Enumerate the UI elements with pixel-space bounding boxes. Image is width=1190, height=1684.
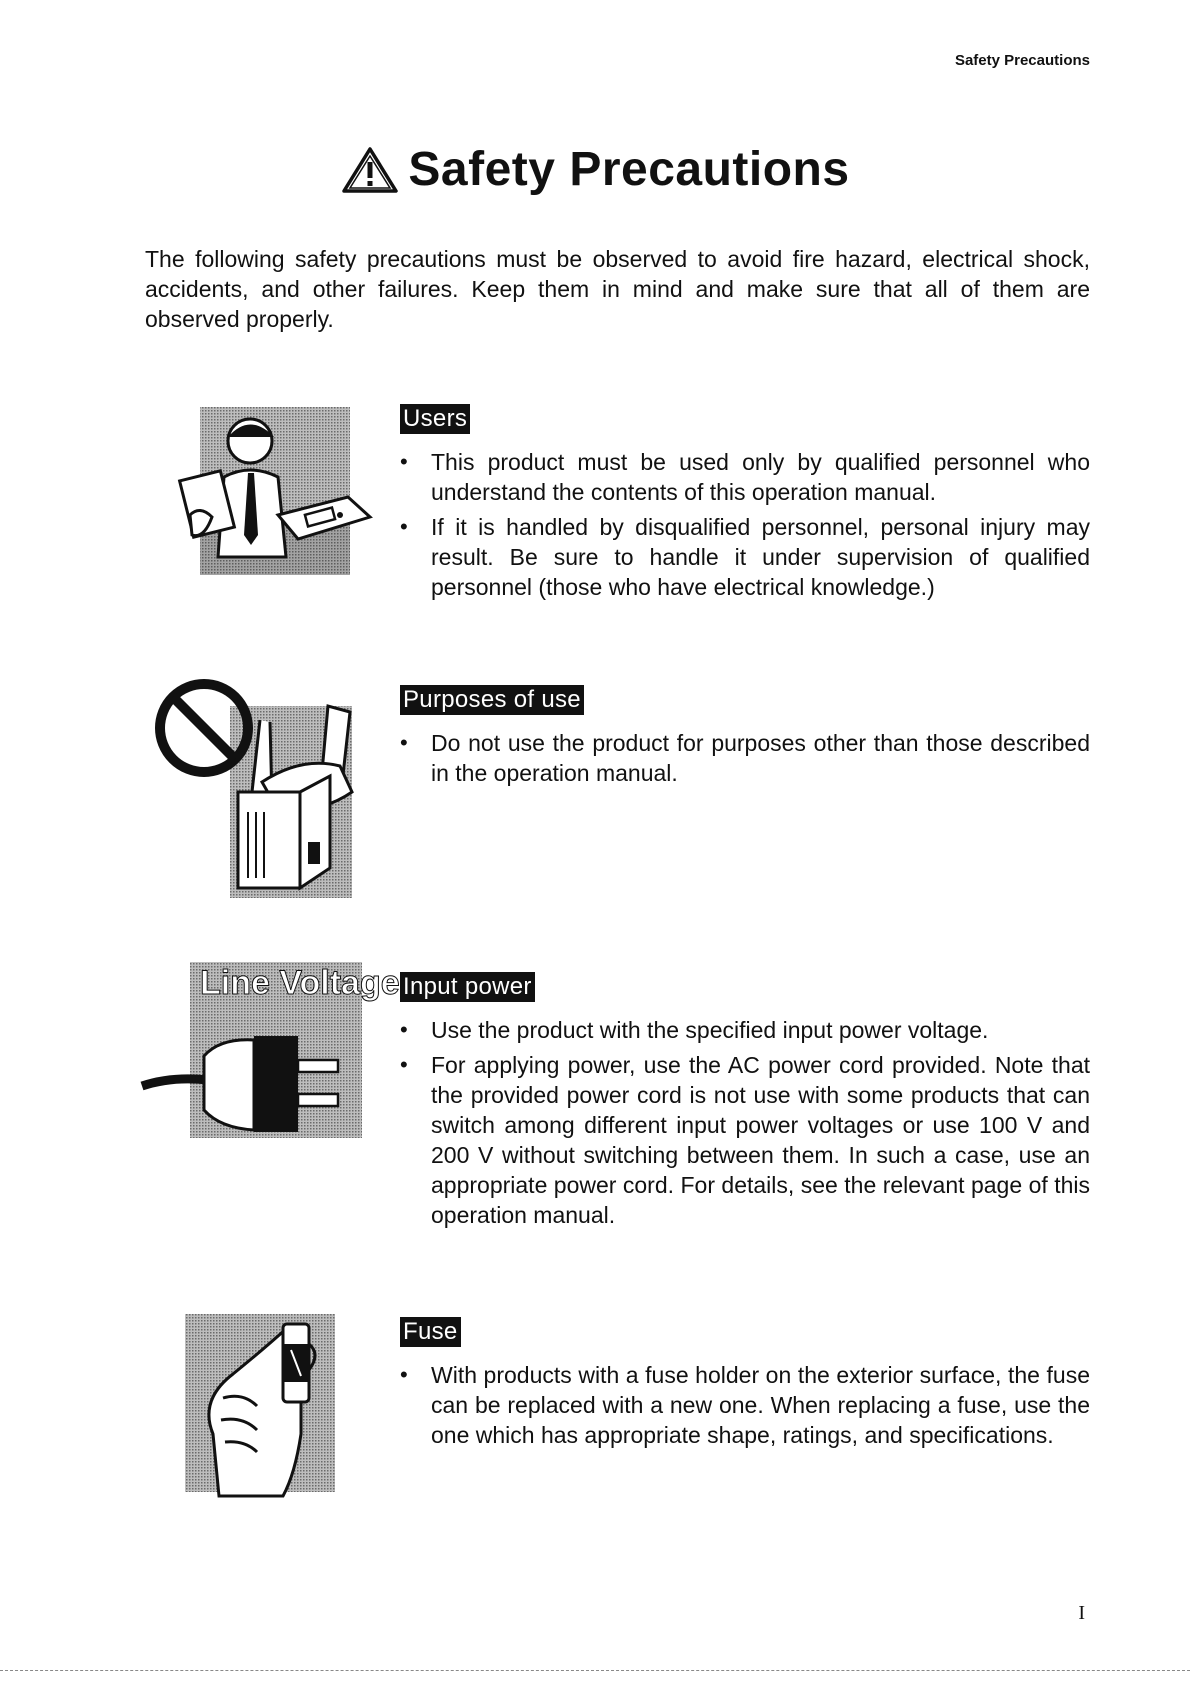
page-number: I bbox=[1078, 1602, 1085, 1624]
intro-paragraph: The following safety precautions must be observed to avoid fire hazard, electrical shock, accidents, and other failures. Keep them in mind and make sure that all of them are observed properly. bbox=[145, 246, 1090, 332]
footer-rule bbox=[0, 1670, 1190, 1671]
list-item: • Use the product with the specified input power voltage. bbox=[400, 1015, 1090, 1045]
list-item: • If it is handled by disqualified personnel, personal injury may result. Be sure to handle it under supervision of qualified personnel (those who have electrical knowledge.) bbox=[400, 512, 1090, 602]
section-heading: Users bbox=[400, 404, 470, 434]
page-title-text: Safety Precautions bbox=[408, 143, 850, 196]
bullet-list bbox=[400, 1015, 1090, 1235]
list-item: • This product must be used only by qualified personnel who understand the contents of this operation manual. bbox=[400, 447, 1090, 507]
line-voltage-plug-icon bbox=[142, 960, 400, 1140]
running-head: Safety Precautions bbox=[954, 52, 1090, 69]
bullet-list bbox=[400, 447, 1090, 607]
prohibited-use-icon bbox=[152, 672, 382, 904]
warning-triangle-icon bbox=[340, 145, 400, 195]
bullet-list bbox=[400, 728, 1090, 793]
section-heading: Input power bbox=[400, 972, 535, 1002]
list-item: • For applying power, use the AC power cord provided. Note that the provided power cord is not use with some products that can switch among different input power voltages or use 100 V and 200 V without switching between them. In such a case, use an appropriate power cord. For details, see the relevant page of this operation manual. bbox=[400, 1050, 1090, 1230]
hand-holding-fuse-icon bbox=[183, 1314, 343, 1496]
section-heading: Fuse bbox=[400, 1317, 461, 1347]
list-item: • With products with a fuse holder on the exterior surface, the fuse can be replaced with a new one. When replacing a fuse, use the one which has appropriate shape, ratings, and specifications. bbox=[400, 1360, 1090, 1450]
page-title bbox=[0, 142, 1190, 197]
section-heading: Purposes of use bbox=[400, 685, 584, 715]
line-voltage-label: Line Voltage bbox=[200, 964, 400, 1002]
person-reading-manual-icon bbox=[178, 407, 378, 577]
list-item: • Do not use the product for purposes other than those described in the operation manual. bbox=[400, 728, 1090, 788]
bullet-list bbox=[400, 1360, 1090, 1455]
